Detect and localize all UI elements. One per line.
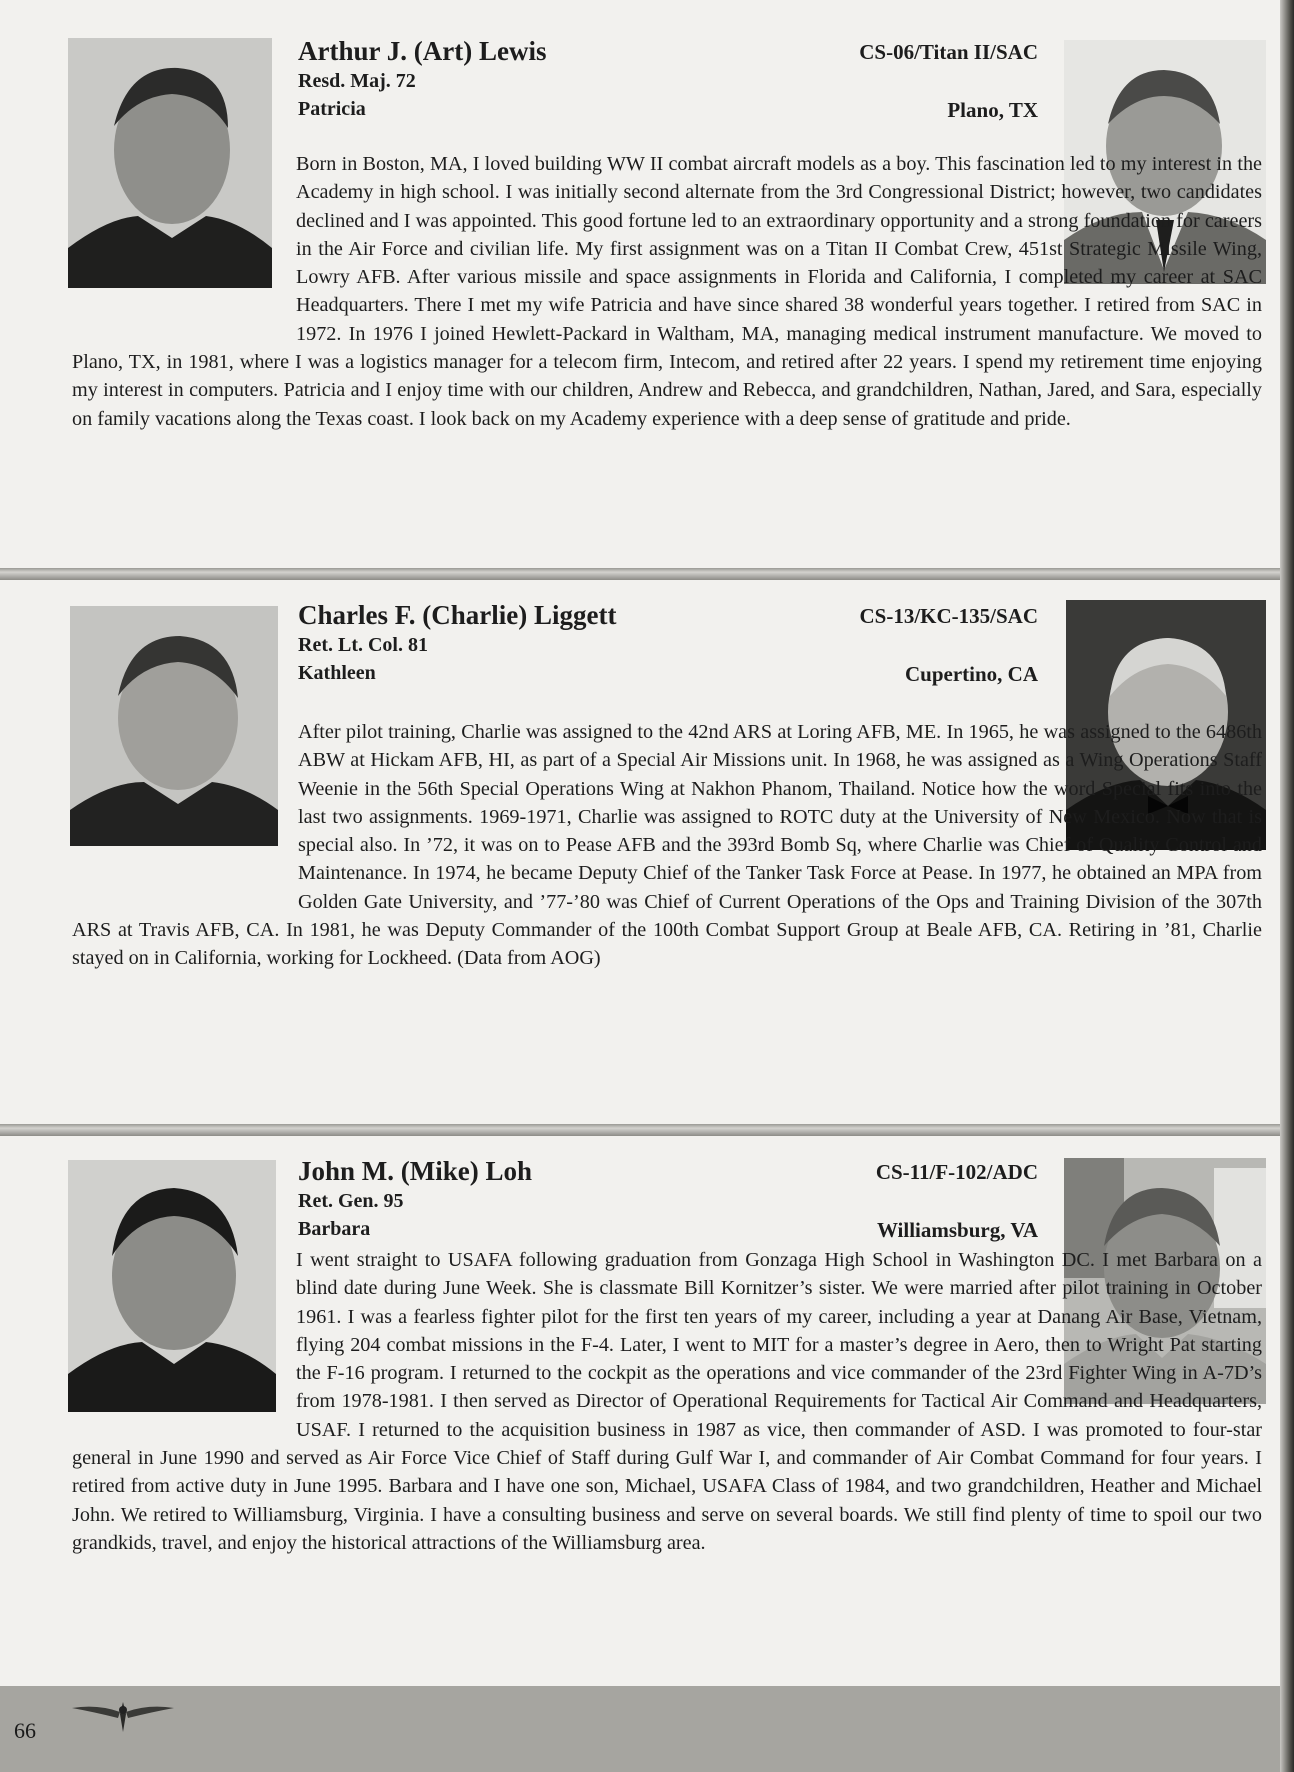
biography-text	[72, 150, 1262, 433]
entry-header	[298, 36, 1038, 126]
member-location: Plano, TX	[947, 98, 1038, 122]
assignment-code: CS-06/Titan II/SAC	[859, 40, 1038, 64]
bio-paragraph: I went straight to USAFA following graduation from Gonzaga High School in Washington DC. I met Barbara on a blind date during June Week. She is classmate Bill Kornitzer’s sister. We were married after pilot training in October 1961. I was a fearless fighter pilot for the first ten years of my career, including a year at Danang Air Base, Vietnam, flying 204 combat missions in the F-4. Later, I went to MIT for a master’s degree in Aero, then to Wright Pat starting the F-16 program. I returned to the cockpit as the operations and vice commander of the 23rd Fighter Wing in A-7D’s from 1978-1981. I then served as Director of Operational Requirements for Tactical Air Command and Headquarters, USAF. I returned to the acquisition business in 1987 as vice, then commander of ASD. I was promoted to four-star general in June 1990 and served as Air Force Vice Chief of Staff during Gulf War I, and commander of Air Combat Command for four years. I retired from active duty in June 1995. Barbara and I have one son, Michael, USAFA Class of 1984, and two grandchildren, Heather and Michael John. We retired to Williamsburg, Virginia. I have a consulting business and serve on several boards. We still find plenty of time to spoil our two grandkids, travel, and enjoy the historical attractions of the Williamsburg area.	[72, 1249, 1262, 1554]
bio-paragraph: After pilot training, Charlie was assigned to the 42nd ARS at Loring AFB, ME. In 1965, he was assigned to the 6486th ABW at Hickam AFB, HI, as part of a Special Air Missions unit. In 1968, he was assigned as a Wing Operations Staff Weenie in the 56th Special Operations Wing at Nakhon Phanom, Thailand. Notice how the word Special fits into the last two assignments. 1969-1971, Charlie was assigned to ROTC duty at the University of New Mexico. Now that is special also. In ’72, it was on to Pease AFB and the 393rd Bomb Sq, where Charlie was Chief of Quality Control and Maintenance. In 1974, he became Deputy Chief of the Tanker Task Force at Pease. In 1977, he obtained an MPA from Golden Gate University, and ’77-’80 was Chief of Current Operations of the Ops and Training Division of the 307th ARS at Travis AFB, CA. In 1981, he was Deputy Commander of the 100th Combat Support Group at Beale AFB, CA. Retiring in ’81, Charlie stayed on in California, working for Lockheed. (Data from AOG)	[72, 721, 1262, 970]
page-binding-edge	[1280, 0, 1294, 1772]
member-name: John M. (Mike) Loh	[298, 1156, 533, 1186]
member-location: Williamsburg, VA	[876, 1218, 1038, 1242]
member-location: Cupertino, CA	[904, 662, 1038, 686]
page-number: 66	[14, 1718, 36, 1743]
bio-paragraph: Born in Boston, MA, I loved building WW II combat aircraft models as a boy. This fascination led to my interest in the Academy in high school. I was initially second alternate from the 3rd Congressional District; however, two candidates declined and I was appointed. This good fortune led to an extraordinary opportunity and a strong foundation for careers in the Air Force and civilian life. My first assignment was on a Titan II Combat Crew, 451st Strategic Missile Wing, Lowry AFB. After various missile and space assignments in Florida and California, I completed my career at SAC Headquarters. There I met my wife Patricia and have since shared 38 wonderful years together. I retired from SAC in 1972. In 1976 I joined Hewlett-Packard in Waltham, MA, managing medical instrument manufacture. We moved to Plano, TX, in 1981, where I was a logistics manager for a telecom firm, Intecom, and retired after 22 years. I spend my retirement time enjoying my interest in computers. Patricia and I enjoy time with our children, Andrew and Rebecca, and grandchildren, Nathan, Jared, and Sara, especially on family vacations along the Texas coast. I look back on my Academy experience with a deep sense of gratitude and pride.	[72, 153, 1262, 430]
page-footer	[0, 1686, 1280, 1772]
entry-header	[298, 600, 1038, 690]
wings-emblem-icon	[68, 1694, 178, 1738]
section-divider	[0, 1124, 1280, 1136]
member-rank: Ret. Gen. 95	[298, 1190, 404, 1212]
entry-header	[298, 1156, 1038, 1246]
member-rank: Ret. Lt. Col. 81	[298, 634, 428, 656]
biography-text	[72, 1246, 1262, 1557]
spouse-name: Barbara	[298, 1218, 371, 1240]
spouse-name: Kathleen	[298, 662, 376, 684]
member-name: Charles F. (Charlie) Liggett	[298, 600, 617, 630]
biography-text	[72, 718, 1262, 973]
member-rank: Resd. Maj. 72	[298, 70, 416, 92]
member-name: Arthur J. (Art) Lewis	[298, 36, 547, 66]
spouse-name: Patricia	[298, 98, 366, 120]
section-divider	[0, 568, 1280, 580]
assignment-code: CS-11/F-102/ADC	[875, 1160, 1038, 1184]
assignment-code: CS-13/KC-135/SAC	[859, 604, 1038, 628]
